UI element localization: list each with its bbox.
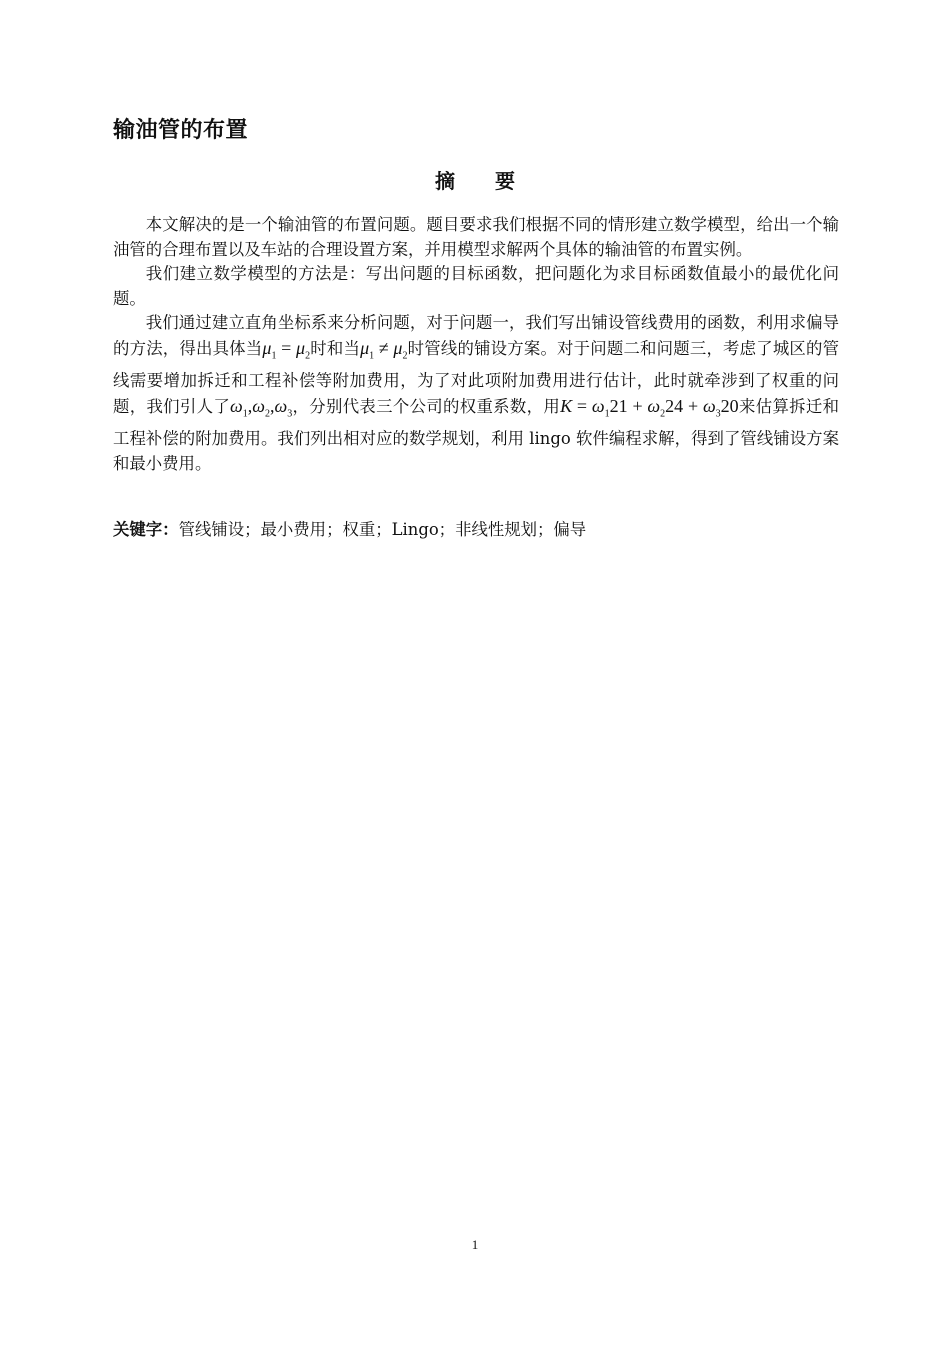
abstract-paragraph-2: 我们建立数学模型的方法是：写出问题的目标函数，把问题化为求目标函数值最小的最优化问题。 xyxy=(113,264,839,308)
formula-k: $K = \omega_121 + \omega_224 + \omega_320$ xyxy=(560,395,739,420)
keywords-label: 关键字： xyxy=(113,520,179,539)
abstract-heading: 摘要 xyxy=(435,169,555,193)
paragraph-3-text-4: ，分别代表三个公司的权重系数，用 xyxy=(292,396,561,416)
abstract-paragraph-3 xyxy=(113,311,839,476)
formula-weights: $\omega_1,\omega_2,\omega_3$ xyxy=(230,395,293,420)
paper-title: 输油管的布置 xyxy=(113,118,249,143)
page-number: 1 xyxy=(471,1237,479,1252)
abstract-body xyxy=(113,213,839,476)
formula-mu-equal: $\mu_1 = \mu_2$ xyxy=(262,337,311,362)
abstract-paragraph-1: 本文解决的是一个输油管的布置问题。题目要求我们根据不同的情形建立数学模型，给出一个输油管的合理布置以及车站的合理设置方案，并用模型求解两个具体的输油管的布置实例。 xyxy=(113,215,839,259)
keywords-text: 管线铺设；最小费用；权重；Lingo；非线性规划；偏导 xyxy=(178,520,587,539)
paragraph-3-text-1: 我们通过建立直角坐标系来分析问题，对于问题一，我们写出铺设管线费用的函数，利用求偏导的方法，得出具体当 xyxy=(113,313,839,358)
formula-mu-not-equal: $\mu_1 \ne \mu_2$ xyxy=(360,337,408,362)
keywords-line xyxy=(113,518,839,542)
paragraph-3-text-2: 时和当 xyxy=(310,338,361,358)
paragraph-3-text-5: 来估算拆迁和工程补偿的附加费用。我们列出相对应的数学规划，利用 lingo 软件编程求解，得到了管线铺设方案和最小费用。 xyxy=(113,396,839,473)
paragraph-3-text-3: 时管线的铺设方案。对于问题二和问题三，考虑了城区的管线需要增加拆迁和工程补偿等附加费用，为了对此项附加费用进行估计，此时就牵涉到了权重的问题，我们引人了 xyxy=(113,338,840,416)
